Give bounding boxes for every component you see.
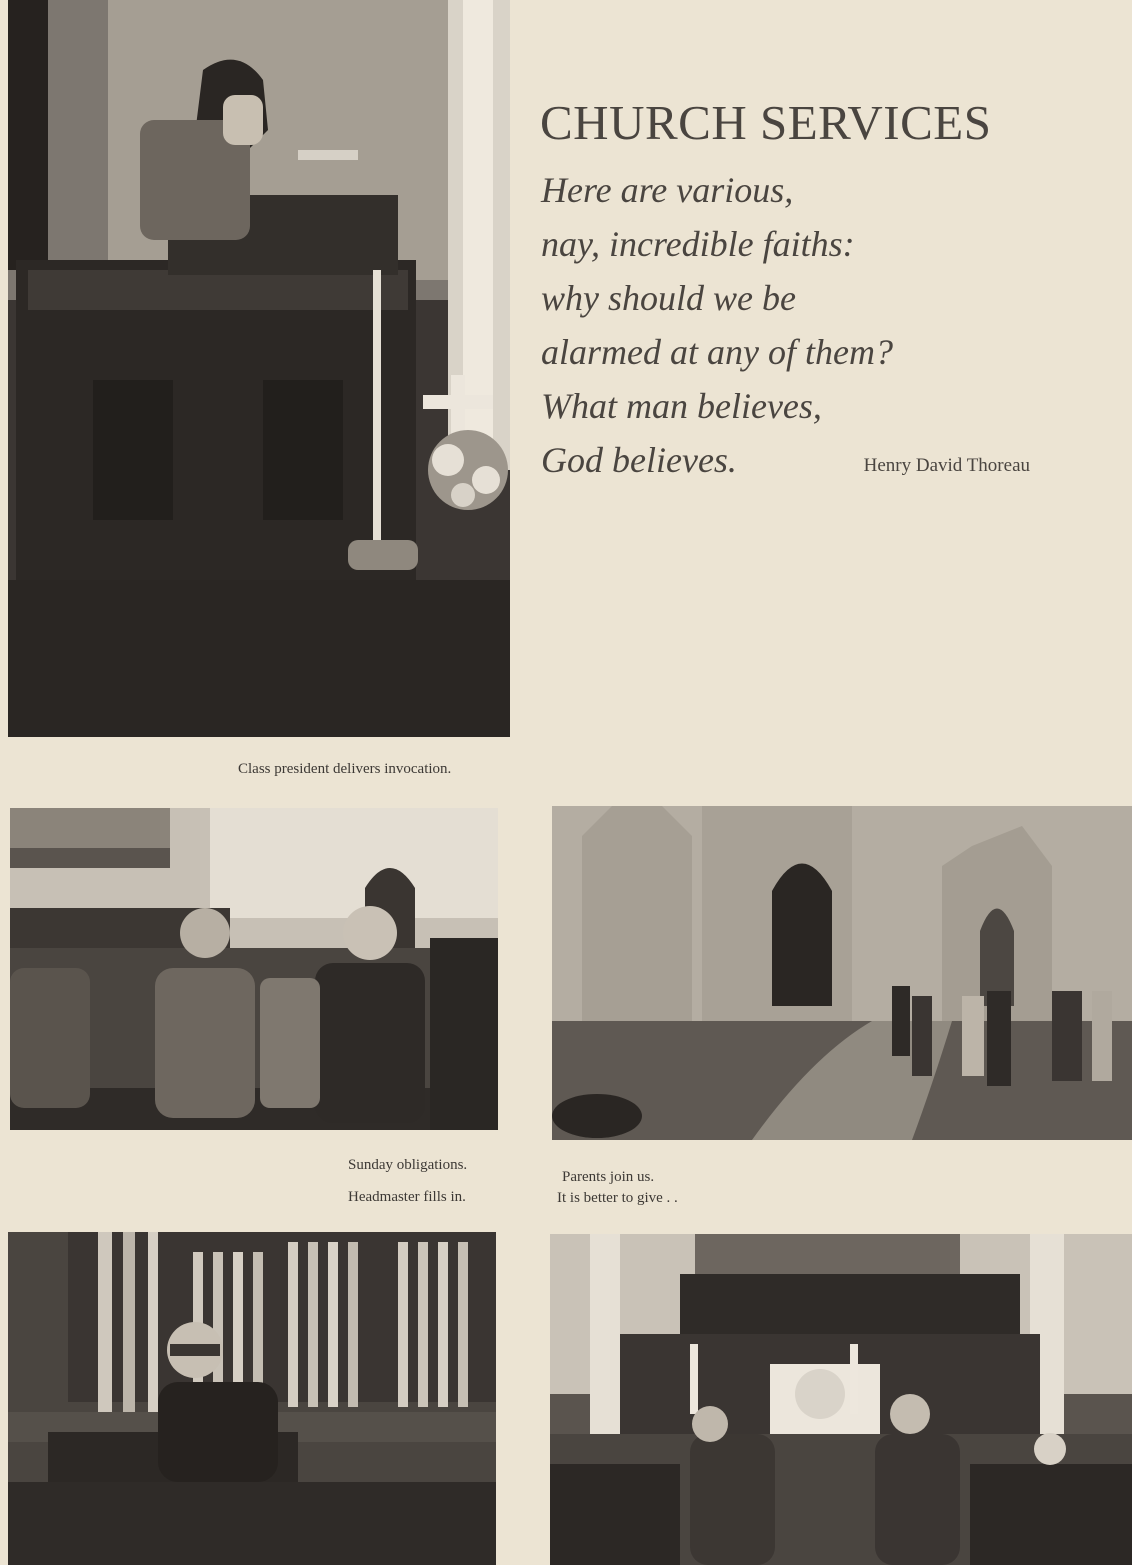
exterior-photo-image — [552, 806, 1132, 1140]
thoreau-quote — [541, 163, 1061, 487]
pulpit-photo-image — [8, 0, 510, 737]
page-title: CHURCH SERVICES — [540, 95, 992, 150]
caption-parents: Parents join us. — [562, 1169, 655, 1185]
caption-headmaster: Headmaster fills in. — [348, 1189, 466, 1205]
quote-line: What man believes, — [541, 386, 822, 426]
photo-exterior — [552, 806, 1132, 1140]
caption-invocation: Class president delivers invocation. — [238, 761, 452, 777]
headmaster-photo-image — [8, 1232, 496, 1565]
quote-line: alarmed at any of them? — [541, 332, 893, 372]
photo-offering — [550, 1234, 1132, 1565]
quote-line: why should we be — [541, 278, 796, 318]
aisle-photo-image — [10, 808, 498, 1130]
photo-headmaster — [8, 1232, 496, 1565]
quote-line: Here are various, — [541, 170, 794, 210]
quote-line: nay, incredible faiths: — [541, 224, 855, 264]
caption-give: It is better to give . . — [557, 1190, 678, 1206]
quote-line: God believes. — [541, 440, 737, 480]
photo-pulpit — [8, 0, 510, 737]
quote-attribution: Henry David Thoreau — [863, 455, 1030, 476]
photo-aisle — [10, 808, 498, 1130]
caption-sunday: Sunday obligations. — [348, 1157, 468, 1173]
offering-photo-image — [550, 1234, 1132, 1565]
